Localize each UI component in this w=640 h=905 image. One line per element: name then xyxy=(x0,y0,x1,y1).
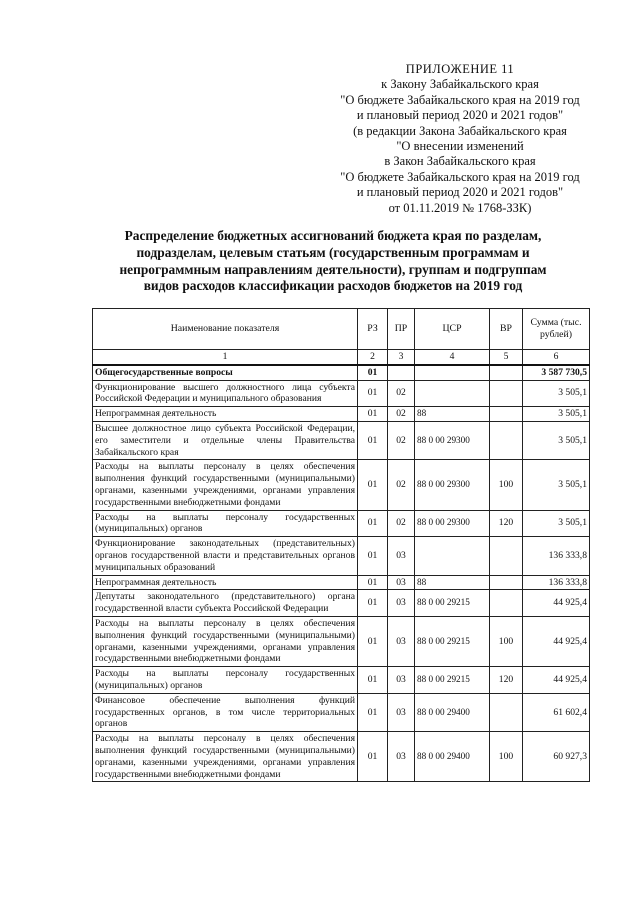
cell-name: Функционирование высшего должностного лица субъекта Российской Федерации и муниципального образования xyxy=(93,380,358,407)
cell-name: Непрограммная деятельность xyxy=(93,407,358,422)
cell-sum: 3 587 730,5 xyxy=(523,365,590,380)
column-number: 4 xyxy=(415,350,490,365)
cell-name: Высшее должностное лицо субъекта Российской Федерации, его заместители и отдельные члены Правительства Забайкальского края xyxy=(93,421,358,459)
appendix-line: "О бюджете Забайкальского края на 2019 год xyxy=(340,169,580,184)
document-title xyxy=(98,228,568,295)
cell-vr xyxy=(490,407,523,422)
cell-vr: 120 xyxy=(490,667,523,694)
title-line: видов расходов классификации расходов бюджетов на 2019 год xyxy=(143,278,523,294)
cell-name: Расходы на выплаты персоналу государственных (муниципальных) органов xyxy=(93,510,358,537)
table-row xyxy=(93,575,590,590)
cell-pr: 03 xyxy=(388,616,415,666)
cell-csr: 88 0 00 29400 xyxy=(415,693,490,731)
cell-pr: 03 xyxy=(388,667,415,694)
table-row xyxy=(93,460,590,510)
table-row xyxy=(93,365,590,380)
column-number: 6 xyxy=(523,350,590,365)
cell-vr xyxy=(490,693,523,731)
cell-pr: 03 xyxy=(388,732,415,782)
cell-vr: 100 xyxy=(490,460,523,510)
cell-rz: 01 xyxy=(358,732,388,782)
appendix-line: к Закону Забайкальского края xyxy=(381,77,539,92)
cell-vr xyxy=(490,421,523,459)
cell-vr xyxy=(490,537,523,575)
cell-name: Финансовое обеспечение выполнения функций государственных органов, в том числе территориальных органов xyxy=(93,693,358,731)
cell-sum: 3 505,1 xyxy=(523,460,590,510)
cell-sum: 136 333,8 xyxy=(523,575,590,590)
cell-vr xyxy=(490,575,523,590)
cell-sum: 136 333,8 xyxy=(523,537,590,575)
table-row xyxy=(93,616,590,666)
cell-pr: 02 xyxy=(388,421,415,459)
cell-pr: 03 xyxy=(388,693,415,731)
table-row xyxy=(93,421,590,459)
cell-name: Расходы на выплаты персоналу государственных (муниципальных) органов xyxy=(93,667,358,694)
budget-table xyxy=(92,308,590,782)
appendix-line: "О бюджете Забайкальского края на 2019 год xyxy=(340,92,580,107)
column-number: 2 xyxy=(358,350,388,365)
appendix-header xyxy=(300,62,620,216)
cell-rz: 01 xyxy=(358,616,388,666)
column-number: 3 xyxy=(388,350,415,365)
table-row xyxy=(93,407,590,422)
cell-pr: 02 xyxy=(388,380,415,407)
cell-pr: 03 xyxy=(388,575,415,590)
cell-csr xyxy=(415,365,490,380)
column-number-row xyxy=(93,350,590,365)
cell-vr: 120 xyxy=(490,510,523,537)
cell-name: Общегосударственные вопросы xyxy=(93,365,358,380)
cell-pr xyxy=(388,365,415,380)
header-pr: ПР xyxy=(388,309,415,350)
column-number: 5 xyxy=(490,350,523,365)
cell-name: Непрограммная деятельность xyxy=(93,575,358,590)
cell-rz: 01 xyxy=(358,380,388,407)
appendix-line: от 01.11.2019 № 1768-ЗЗК) xyxy=(388,200,532,215)
cell-sum: 44 925,4 xyxy=(523,616,590,666)
cell-rz: 01 xyxy=(358,421,388,459)
cell-csr: 88 0 00 29300 xyxy=(415,421,490,459)
appendix-line: в Закон Забайкальского края xyxy=(384,154,536,169)
table-body xyxy=(93,350,590,782)
cell-vr xyxy=(490,590,523,617)
appendix-line: и плановый период 2020 и 2021 годов" xyxy=(356,108,564,123)
header-rz: РЗ xyxy=(358,309,388,350)
cell-sum: 44 925,4 xyxy=(523,590,590,617)
cell-vr: 100 xyxy=(490,732,523,782)
cell-name: Депутаты законодательного (представительного) органа государственной власти субъекта Российской Федерации xyxy=(93,590,358,617)
table-row xyxy=(93,380,590,407)
cell-csr: 88 0 00 29215 xyxy=(415,590,490,617)
cell-csr: 88 0 00 29215 xyxy=(415,616,490,666)
cell-rz: 01 xyxy=(358,365,388,380)
cell-csr: 88 0 00 29215 xyxy=(415,667,490,694)
cell-pr: 02 xyxy=(388,460,415,510)
cell-csr xyxy=(415,537,490,575)
cell-sum: 3 505,1 xyxy=(523,510,590,537)
cell-rz: 01 xyxy=(358,460,388,510)
cell-pr: 02 xyxy=(388,407,415,422)
table-row xyxy=(93,732,590,782)
table-header-row xyxy=(93,309,590,350)
cell-rz: 01 xyxy=(358,667,388,694)
cell-sum: 3 505,1 xyxy=(523,421,590,459)
header-csr: ЦСР xyxy=(415,309,490,350)
cell-name: Расходы на выплаты персоналу в целях обеспечения выполнения функций государственными (муниципальными) органами, казенными учреждениями, органами управления государственными внебюджетными фондами xyxy=(93,732,358,782)
cell-csr: 88 0 00 29300 xyxy=(415,510,490,537)
cell-name: Функционирование законодательных (представительных) органов государственной власти и представительных органов муниципальных образований xyxy=(93,537,358,575)
cell-sum: 44 925,4 xyxy=(523,667,590,694)
cell-vr xyxy=(490,380,523,407)
cell-rz: 01 xyxy=(358,537,388,575)
appendix-line: и плановый период 2020 и 2021 годов" xyxy=(356,185,564,200)
header-vr: ВР xyxy=(490,309,523,350)
cell-vr xyxy=(490,365,523,380)
title-line: непрограммным направлениям деятельности), группам и подгруппам xyxy=(119,261,547,277)
cell-csr: 88 0 00 29400 xyxy=(415,732,490,782)
cell-rz: 01 xyxy=(358,510,388,537)
cell-csr: 88 xyxy=(415,575,490,590)
cell-rz: 01 xyxy=(358,693,388,731)
cell-rz: 01 xyxy=(358,575,388,590)
cell-csr: 88 0 00 29300 xyxy=(415,460,490,510)
cell-csr xyxy=(415,380,490,407)
cell-sum: 60 927,3 xyxy=(523,732,590,782)
header-name: Наименование показателя xyxy=(93,309,358,350)
table-row xyxy=(93,693,590,731)
appendix-line: (в редакции Закона Забайкальского края xyxy=(353,123,567,138)
cell-vr: 100 xyxy=(490,616,523,666)
cell-csr: 88 xyxy=(415,407,490,422)
cell-sum: 3 505,1 xyxy=(523,380,590,407)
header-sum: Сумма (тыс. рублей) xyxy=(523,309,590,350)
appendix-line: "О внесении изменений xyxy=(396,139,524,154)
cell-pr: 03 xyxy=(388,537,415,575)
table-row xyxy=(93,537,590,575)
cell-pr: 03 xyxy=(388,590,415,617)
cell-sum: 3 505,1 xyxy=(523,407,590,422)
cell-rz: 01 xyxy=(358,407,388,422)
table-row xyxy=(93,510,590,537)
table-row xyxy=(93,590,590,617)
cell-rz: 01 xyxy=(358,590,388,617)
cell-name: Расходы на выплаты персоналу в целях обеспечения выполнения функций государственными (муниципальными) органами, казенными учреждениями, органами управления государственными внебюджетными фондами xyxy=(93,460,358,510)
appendix-line: ПРИЛОЖЕНИЕ 11 xyxy=(405,62,515,76)
title-line: подразделам, целевым статьям (государственным программам и xyxy=(136,244,530,260)
cell-pr: 02 xyxy=(388,510,415,537)
table-row xyxy=(93,667,590,694)
title-line: Распределение бюджетных ассигнований бюджета края по разделам, xyxy=(124,228,542,243)
cell-name: Расходы на выплаты персоналу в целях обеспечения выполнения функций государственными (муниципальными) органами, казенными учреждениями, органами управления государственными внебюджетными фондами xyxy=(93,616,358,666)
column-number: 1 xyxy=(93,350,358,365)
cell-sum: 61 602,4 xyxy=(523,693,590,731)
